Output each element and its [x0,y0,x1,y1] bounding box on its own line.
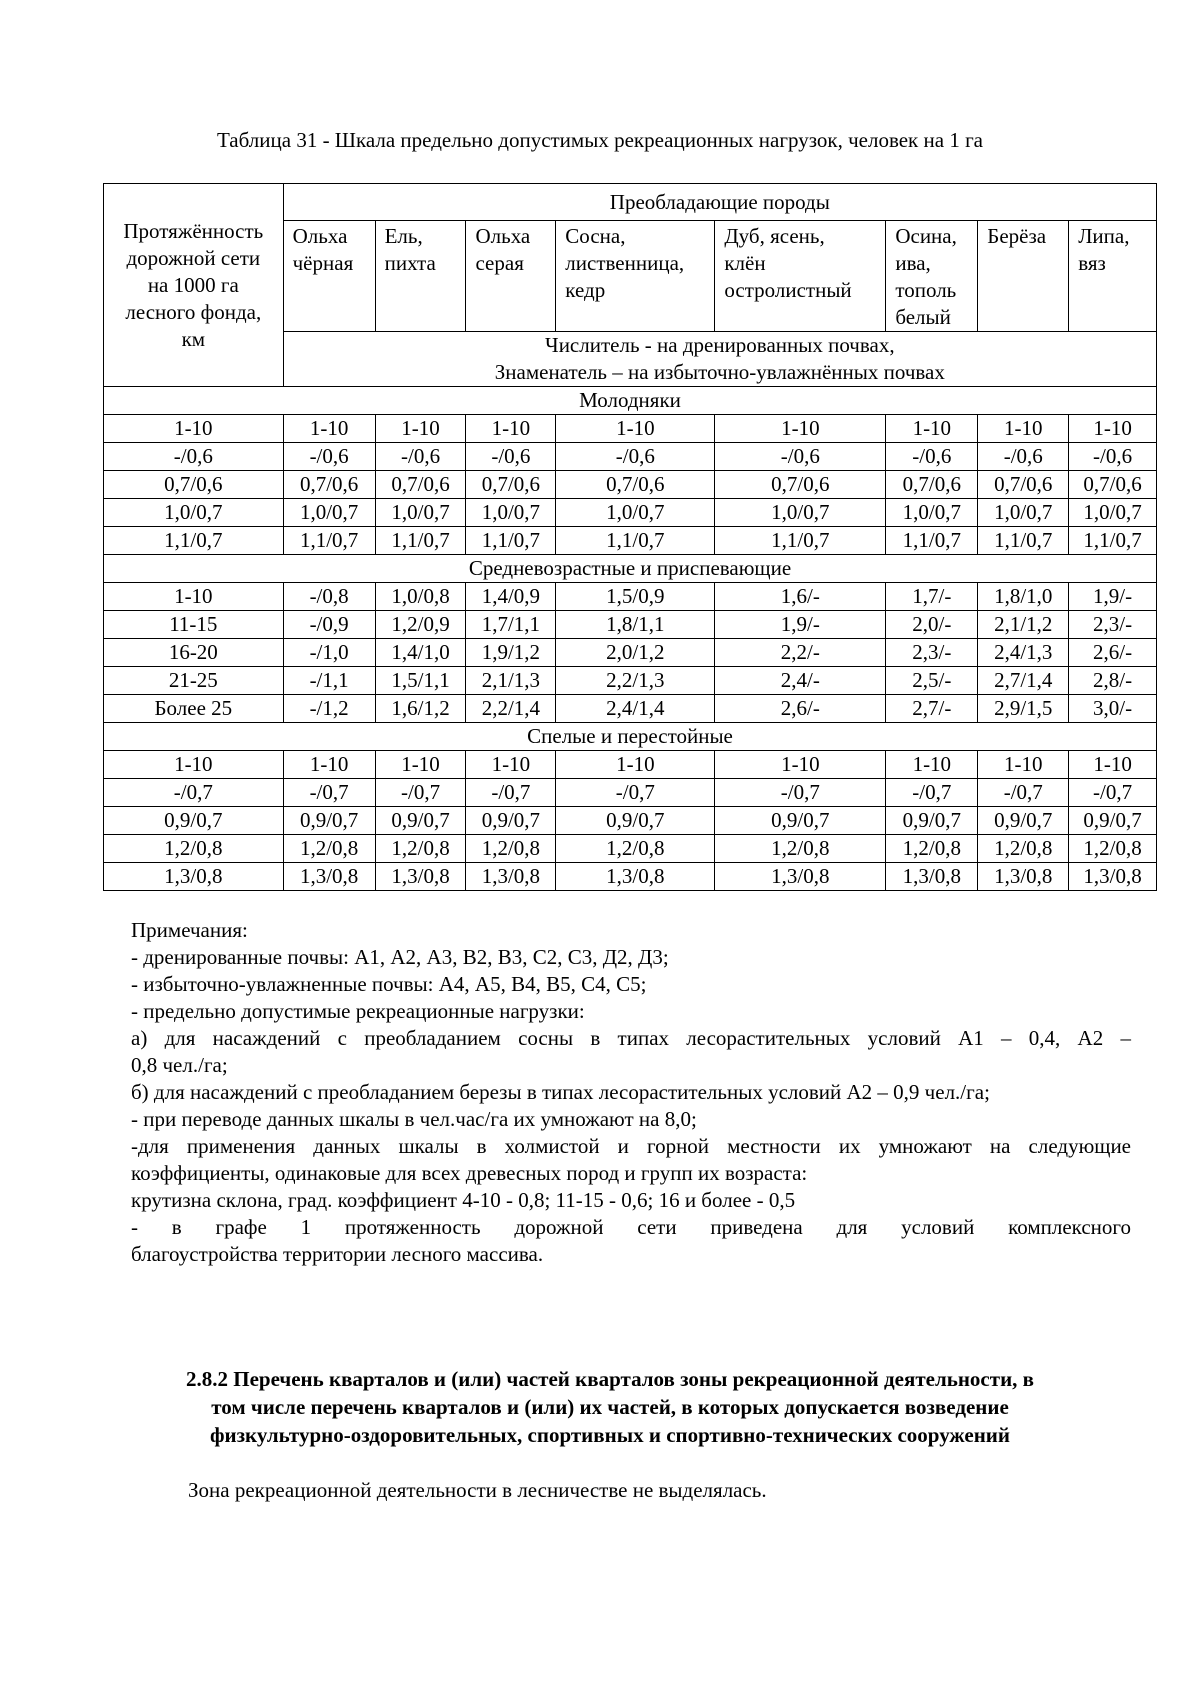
load-value-cell: 1,3/0,8 [283,863,375,891]
road-length-cell: 1,3/0,8 [104,863,284,891]
note-line: -для применения данных шкалы в холмистой и горной местности их умножают на следующие [131,1134,1131,1158]
table-row [104,639,1157,667]
note-line: коэффициенты, одинаковые для всех древесных пород и групп их возраста: [131,1161,808,1185]
load-value-cell: 2,3/- [1069,611,1157,639]
load-value-cell: 1,0/0,7 [556,499,715,527]
load-value-cell: 1,2/0,8 [466,835,556,863]
load-value-cell: 0,7/0,6 [283,471,375,499]
load-value-cell: 2,0/- [886,611,978,639]
road-length-cell: 11-15 [104,611,284,639]
cell-text-line: Дуб, ясень, [724,224,825,248]
load-value-cell: -/0,7 [375,779,466,807]
age-group-row [104,723,1157,751]
load-value-cell: 1,0/0,7 [466,499,556,527]
load-value-cell: 2,9/1,5 [978,695,1069,723]
table-row [104,443,1157,471]
load-value-cell: 1,1/0,7 [375,527,466,555]
load-value-cell: 2,7/- [886,695,978,723]
table-row [104,863,1157,891]
load-value-cell: 1,2/0,8 [283,835,375,863]
load-value-cell: 1,5/1,1 [375,667,466,695]
notes-block [131,917,1131,1268]
load-value-cell: 2,4/1,4 [556,695,715,723]
table-row [104,583,1157,611]
table-row [104,835,1157,863]
cell-text-line: остролистный [724,278,852,302]
load-value-cell: 1,7/1,1 [466,611,556,639]
load-value-cell: -/0,8 [283,583,375,611]
load-value-cell: 1,3/0,8 [886,863,978,891]
cell-text-line: лесного фонда, [125,299,262,324]
road-length-cell: 16-20 [104,639,284,667]
load-value-cell: 1,1/0,7 [978,527,1069,555]
load-value-cell: 1-10 [978,415,1069,443]
table-row [104,751,1157,779]
load-value-cell: 2,3/- [886,639,978,667]
cell-text-line: Берёза [987,224,1047,248]
load-value-cell: -/1,1 [283,667,375,695]
note-line: - в графе 1 протяженность дорожной сети приведена для условий комплексного [131,1215,1131,1239]
table-header-row [104,184,1157,221]
load-value-cell: 0,9/0,7 [1069,807,1157,835]
load-value-cell: -/0,6 [375,443,466,471]
table-row [104,471,1157,499]
load-value-cell: 1,0/0,7 [375,499,466,527]
load-value-cell: -/0,6 [978,443,1069,471]
cell-text-line: км [181,326,206,351]
section-heading-line: физкультурно-оздоровительных, спортивных и спортивно-технических сооружений [209,1423,1010,1447]
table-row [104,807,1157,835]
road-length-cell: 1-10 [104,751,284,779]
cell-text-line: лиственница, [565,251,685,275]
load-value-cell: 1,6/1,2 [375,695,466,723]
load-value-cell: 0,7/0,6 [715,471,886,499]
load-value-cell: 1-10 [466,751,556,779]
load-value-cell: 0,9/0,7 [978,807,1069,835]
cell-text-line: на 1000 га [147,272,239,297]
load-value-cell: 1,2/0,8 [978,835,1069,863]
load-value-cell: 0,9/0,7 [283,807,375,835]
cell-text-line: Знаменатель – на избыточно-увлажнённых почвах [494,360,945,384]
species-header [375,221,466,332]
load-value-cell: 0,9/0,7 [715,807,886,835]
load-value-cell: 1-10 [715,751,886,779]
notes-title: Примечания: [131,918,248,942]
cell-text-line: Ольха [475,224,531,248]
load-value-cell: 0,9/0,7 [466,807,556,835]
note-line: - при переводе данных шкалы в чел.час/га их умножают на 8,0; [131,1107,697,1131]
load-value-cell: 1,3/0,8 [715,863,886,891]
road-length-cell: 21-25 [104,667,284,695]
load-value-cell: 3,0/- [1069,695,1157,723]
load-value-cell: 1,3/0,8 [978,863,1069,891]
species-group-header: Преобладающие породы [283,184,1156,221]
load-value-cell: -/0,6 [283,443,375,471]
load-value-cell: 1,2/0,9 [375,611,466,639]
species-header [556,221,715,332]
load-value-cell: 0,7/0,6 [556,471,715,499]
load-value-cell: 1,0/0,7 [283,499,375,527]
load-value-cell: 1,0/0,7 [886,499,978,527]
recreation-load-table [103,183,1157,891]
age-group-row [104,387,1157,415]
table-row [104,611,1157,639]
load-value-cell: 0,9/0,7 [375,807,466,835]
cell-text-line: Сосна, [565,224,626,248]
cell-text-line: Числитель - на дренированных почвах, [545,333,895,357]
species-header [1069,221,1157,332]
load-value-cell: 0,7/0,6 [886,471,978,499]
table-row [104,695,1157,723]
load-value-cell: 1-10 [1069,751,1157,779]
load-value-cell: 2,4/1,3 [978,639,1069,667]
load-value-cell: 1,1/0,7 [556,527,715,555]
cell-text-line: белый [895,305,951,329]
load-value-cell: 2,8/- [1069,667,1157,695]
road-length-cell: Более 25 [104,695,284,723]
load-value-cell: 1,8/1,0 [978,583,1069,611]
cell-text-line: тополь [895,278,957,302]
load-value-cell: -/0,6 [715,443,886,471]
load-value-cell: 1,9/1,2 [466,639,556,667]
load-value-cell: 1-10 [978,751,1069,779]
load-value-cell: -/0,6 [466,443,556,471]
load-value-cell: 1,2/0,8 [715,835,886,863]
section-heading-line: 2.8.2 Перечень кварталов и (или) частей кварталов зоны рекреационной деятельности, в [185,1367,1035,1391]
road-length-cell: 1,0/0,7 [104,499,284,527]
load-value-cell: 2,5/- [886,667,978,695]
note-line: - предельно допустимые рекреационные нагрузки: [131,999,585,1023]
load-value-cell: 2,7/1,4 [978,667,1069,695]
load-value-cell: -/0,6 [556,443,715,471]
table-row [104,527,1157,555]
section-heading [110,1365,1110,1449]
load-value-cell: 1,0/0,7 [978,499,1069,527]
road-length-cell: 1-10 [104,415,284,443]
load-value-cell: 1-10 [886,751,978,779]
load-value-cell: 0,7/0,6 [375,471,466,499]
load-value-cell: 1,2/0,8 [375,835,466,863]
road-length-cell: 1,1/0,7 [104,527,284,555]
load-value-cell: 1,1/0,7 [466,527,556,555]
load-value-cell: -/1,2 [283,695,375,723]
cell-text-line: Протяжённость [123,218,264,243]
load-value-cell: 1,1/0,7 [1069,527,1157,555]
road-network-header [104,184,284,387]
cell-text-line: серая [475,251,524,275]
load-value-cell: -/0,9 [283,611,375,639]
load-value-cell: 1-10 [1069,415,1157,443]
load-value-cell: 1,8/1,1 [556,611,715,639]
load-value-cell: 0,7/0,6 [978,471,1069,499]
load-value-cell: 1,1/0,7 [283,527,375,555]
note-line: - дренированные почвы: А1, А2, А3, В2, В3, С2, С3, Д2, Д3; [131,945,669,969]
species-header [466,221,556,332]
cell-text-line: Липа, [1078,224,1130,248]
species-header [978,221,1069,332]
load-value-cell: 1-10 [375,415,466,443]
load-value-cell: -/0,7 [978,779,1069,807]
load-value-cell: 2,4/- [715,667,886,695]
load-value-cell: 1,5/0,9 [556,583,715,611]
load-value-cell: 0,7/0,6 [1069,471,1157,499]
species-header [715,221,886,332]
species-header [886,221,978,332]
note-line: б) для насаждений с преобладанием березы в типах лесорастительных условий А2 – 0,9 чел./га; [131,1080,990,1104]
cell-text-line: кедр [565,278,606,302]
load-value-cell: 2,6/- [715,695,886,723]
load-value-cell: -/0,7 [1069,779,1157,807]
body-paragraph: Зона рекреационной деятельности в лесничестве не выделялась. [188,1478,767,1502]
age-group-title: Средневозрастные и приспевающие [104,555,1157,583]
load-value-cell: 1,6/- [715,583,886,611]
load-value-cell: -/0,6 [886,443,978,471]
load-value-cell: 1,3/0,8 [556,863,715,891]
age-group-title: Спелые и перестойные [104,723,1157,751]
load-value-cell: 1-10 [466,415,556,443]
cell-text-line: клён [724,251,766,275]
load-value-cell: 0,9/0,7 [556,807,715,835]
load-value-cell: 1,0/0,7 [1069,499,1157,527]
load-value-cell: 2,1/1,3 [466,667,556,695]
load-value-cell: 2,2/1,3 [556,667,715,695]
load-value-cell: -/0,7 [715,779,886,807]
load-value-cell: 2,2/- [715,639,886,667]
load-value-cell: 1,1/0,7 [715,527,886,555]
cell-text-line: чёрная [292,251,354,275]
table-caption: Таблица 31 - Шкала предельно допустимых рекреационных нагрузок, человек на 1 га [217,128,983,152]
fraction-note [283,332,1156,387]
age-group-row [104,555,1157,583]
load-value-cell: 1,9/- [1069,583,1157,611]
load-value-cell: -/0,7 [556,779,715,807]
load-value-cell: 1,2/0,8 [886,835,978,863]
road-length-cell: -/0,7 [104,779,284,807]
road-length-cell: -/0,6 [104,443,284,471]
note-line: а) для насаждений с преобладанием сосны в типах лесорастительных условий А1 – 0,4, А2 – [131,1026,1131,1050]
note-line: крутизна склона, град. коэффициент 4-10 - 0,8; 11-15 - 0,6; 16 и более - 0,5 [131,1188,796,1212]
note-line: - избыточно-увлажненные почвы: А4, А5, В4, В5, С4, С5; [131,972,647,996]
load-value-cell: 0,7/0,6 [466,471,556,499]
load-value-cell: 1,4/1,0 [375,639,466,667]
cell-text-line: дорожной сети [126,245,261,270]
load-value-cell: 1,2/0,8 [1069,835,1157,863]
load-value-cell: 2,1/1,2 [978,611,1069,639]
cell-text-line: пихта [384,251,436,275]
load-value-cell: 0,9/0,7 [886,807,978,835]
load-value-cell: 1,7/- [886,583,978,611]
load-value-cell: 2,6/- [1069,639,1157,667]
load-value-cell: 1-10 [283,751,375,779]
load-value-cell: 1,9/- [715,611,886,639]
load-value-cell: 1,1/0,7 [886,527,978,555]
age-group-title: Молодняки [104,387,1157,415]
load-value-cell: -/0,7 [886,779,978,807]
load-value-cell: 1,3/0,8 [375,863,466,891]
table-row [104,667,1157,695]
note-line: благоустройства территории лесного массива. [131,1242,544,1266]
load-value-cell: 2,2/1,4 [466,695,556,723]
load-value-cell: 2,0/1,2 [556,639,715,667]
table-row [104,499,1157,527]
load-value-cell: 1-10 [886,415,978,443]
section-heading-line: том числе перечень кварталов и (или) их частей, в которых допускается возведение [211,1395,1009,1419]
load-value-cell: 1,2/0,8 [556,835,715,863]
load-value-cell: 1,3/0,8 [1069,863,1157,891]
cell-text-line: Осина, [895,224,957,248]
road-length-cell: 0,9/0,7 [104,807,284,835]
load-value-cell: 1-10 [556,415,715,443]
cell-text-line: вяз [1078,251,1106,275]
road-length-cell: 1-10 [104,583,284,611]
species-header [283,221,375,332]
load-value-cell: -/0,7 [283,779,375,807]
load-value-cell: 1,0/0,7 [715,499,886,527]
load-value-cell: 1,3/0,8 [466,863,556,891]
load-value-cell: -/0,6 [1069,443,1157,471]
load-value-cell: 1,0/0,8 [375,583,466,611]
note-line: 0,8 чел./га; [131,1053,228,1077]
load-value-cell: 1-10 [283,415,375,443]
cell-text-line: Ель, [384,224,423,248]
table-row [104,779,1157,807]
load-value-cell: 1-10 [375,751,466,779]
load-value-cell: -/1,0 [283,639,375,667]
road-length-cell: 1,2/0,8 [104,835,284,863]
cell-text-line: Ольха [292,224,348,248]
table-row [104,415,1157,443]
cell-text-line: ива, [895,251,931,275]
load-value-cell: 1-10 [715,415,886,443]
load-value-cell: 1-10 [556,751,715,779]
load-value-cell: -/0,7 [466,779,556,807]
load-value-cell: 1,4/0,9 [466,583,556,611]
road-length-cell: 0,7/0,6 [104,471,284,499]
